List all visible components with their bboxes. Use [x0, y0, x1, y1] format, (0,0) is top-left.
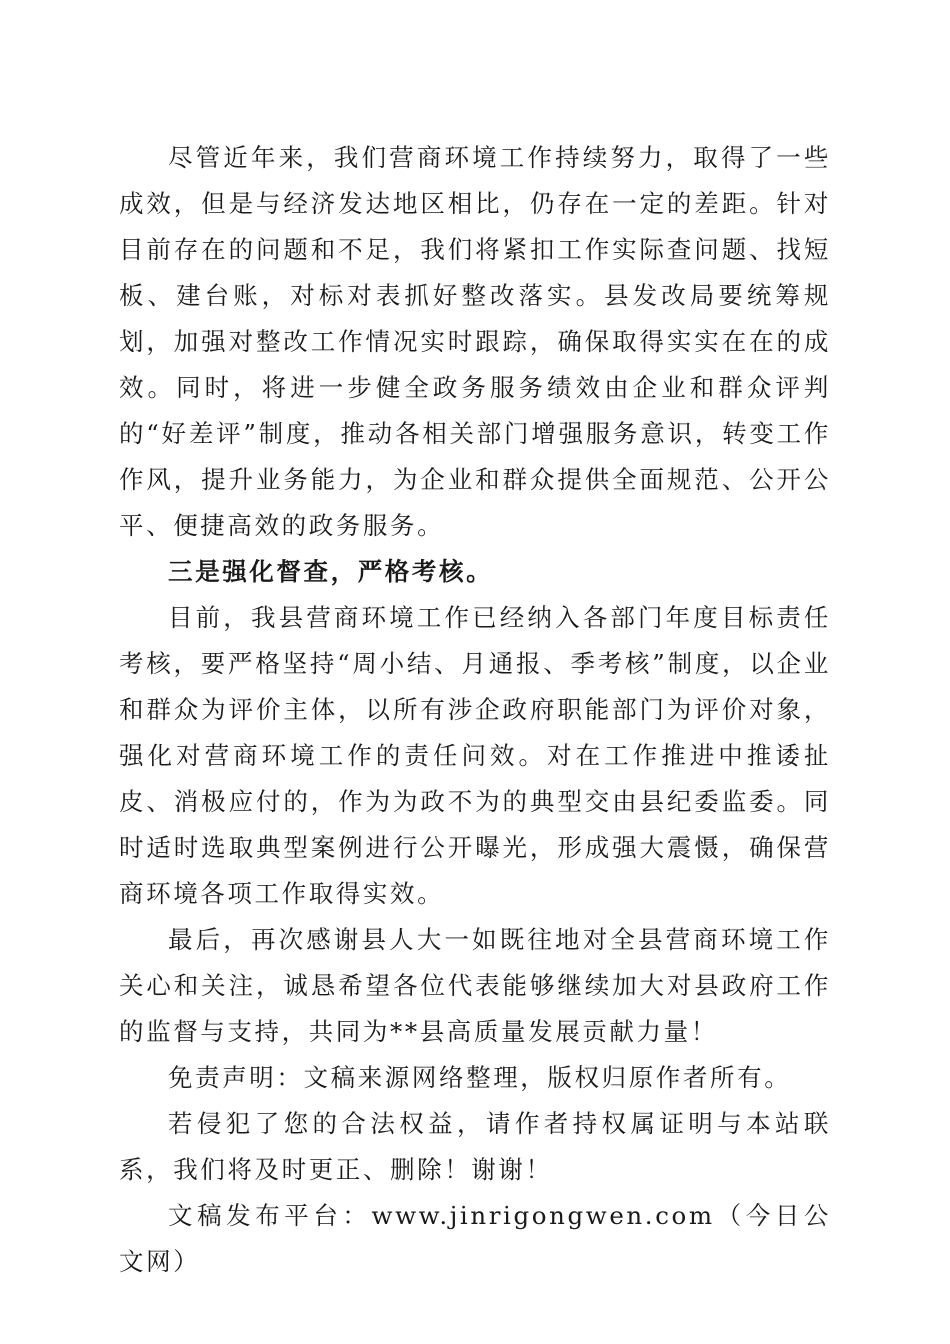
document-body — [119, 135, 831, 1285]
section-heading-supervision: 三是强化督查，严格考核。 — [168, 557, 494, 586]
disclaimer-text: 免责声明：文稿来源网络整理，版权归原作者所有。 — [168, 1063, 792, 1092]
publish-platform: 文稿发布平台：www.jinrigongwen.com（今日公文网） — [119, 1201, 831, 1276]
infringement-notice: 若侵犯了您的合法权益，请作者持权属证明与本站联系，我们将及时更正、删除！谢谢！ — [119, 1109, 831, 1184]
paragraph-assessment: 目前，我县营商环境工作已经纳入各部门年度目标责任考核，要严格坚持“周小结、月通报、季考核”制度，以企业和群众为评价主体，以所有涉企政府职能部门为评价对象，强化对营商环境工作的责任问效。对在工作推进中推诿扯皮、消极应付的，作为为政不为的典型交由县纪委监委。同时适时选取典型案例进行公开曝光，形成强大震慑，确保营商环境各项工作取得实效。 — [119, 603, 831, 908]
paragraph-closing-thanks: 最后，再次感谢县人大一如既往地对全县营商环境工作关心和关注，诚恳希望各位代表能够继续加大对县政府工作的监督与支持，共同为**县高质量发展贡献力量！ — [119, 925, 831, 1046]
paragraph-rectification: 尽管近年来，我们营商环境工作持续努力，取得了一些成效，但是与经济发达地区相比，仍存在一定的差距。针对目前存在的问题和不足，我们将紧扣工作实际查问题、找短板、建台账，对标对表抓好整改落实。县发改局要统筹规划，加强对整改工作情况实时跟踪，确保取得实实在在的成效。同时，将进一步健全政务服务绩效由企业和群众评判的“好差评”制度，推动各相关部门增强服务意识，转变工作作风，提升业务能力，为企业和群众提供全面规范、公开公平、便捷高效的政务服务。 — [119, 143, 831, 540]
